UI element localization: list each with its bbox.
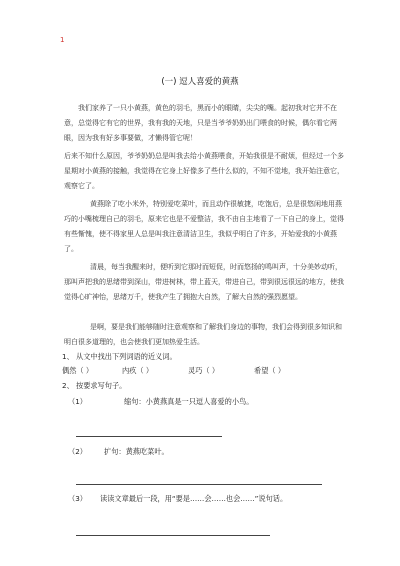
- question-1-item-4: 希望（ ）: [254, 366, 286, 375]
- question-2-sub-3-number: （3）: [68, 494, 87, 503]
- question-1-item-2: 内疚（ ）: [122, 366, 154, 375]
- answer-line-3[interactable]: [76, 535, 270, 536]
- answer-line-2[interactable]: [76, 484, 322, 485]
- paragraph-1: 我们家养了一只小黄燕，黄色的羽毛，黑而小的眼睛，尖尖的嘴。起初我对它并不在意，总觉得它有它的世界，我有我的天地，只是当爷爷奶奶出门喂食的时候，偶尔看它两眼，因为我有好多事要做，才懒得管它呢！: [64, 104, 337, 142]
- question-2-sub-2-text: 扩句：黄燕吃菜叶。: [104, 447, 169, 456]
- paragraph-2: 后来不知什么原因，爷爷奶奶总是叫我去给小黄燕喂食，开始我很是不耐烦，但经过一个多星期对小黄燕的接触，我觉得在它身上好像多了些什么似的，不知不觉地，我开始注意它，观察它了。: [64, 152, 344, 190]
- question-2-sub-3-text: 读读文章最后一段，用“要是……会……也会……”说句话。: [100, 494, 288, 503]
- paragraph-4: 清晨，每当我醒来时，便听到它那时而短促，时而悠扬的鸣叫声，十分美妙动听，那叫声把我的思绪带到深山，带进树林，带上蓝天，带进自己，带到很远很远的地方，使我觉得心旷神怡，思绪万千，使我产生了拥抱大自然，了解大自然的强烈愿望。: [64, 263, 344, 301]
- answer-line-1[interactable]: [76, 436, 222, 437]
- question-2-sub-1-number: （1）: [68, 397, 87, 406]
- question-2-sub-2-number: （2）: [68, 447, 87, 456]
- page-number: 1: [60, 36, 65, 44]
- paragraph-5: 是啊，要是我们能够随时注意观察和了解我们身边的事物，我们会得到很多知识和明白很多道理的，也会使我们更加热爱生活。: [64, 323, 342, 346]
- question-2-sub-1-text: 缩句：小黄燕真是一只逗人喜爱的小鸟。: [124, 397, 254, 406]
- question-1-item-3: 灵巧（ ）: [188, 366, 220, 375]
- question-1-item-1: 偶然（ ）: [62, 366, 94, 375]
- question-1-label: 1、 从文中找出下列词语的近义词。: [62, 352, 177, 361]
- passage-title: (一) 逗人喜爱的黄燕: [161, 77, 239, 87]
- question-2-label: 2、 按要求写句子。: [62, 381, 127, 390]
- paragraph-3: 黄燕除了吃小米外，特别爱吃菜叶，而且动作很敏捷，吃饱后，总是很悠闲地用燕巧的小嘴梳理自己的羽毛，原来它也是不爱整洁，我不由自主地看了一下自己的身上，觉得有些惭愧，使不得家里人总是叫我注意清洁卫生，我似乎明白了许多，开始爱我的小黄燕了。: [64, 200, 344, 253]
